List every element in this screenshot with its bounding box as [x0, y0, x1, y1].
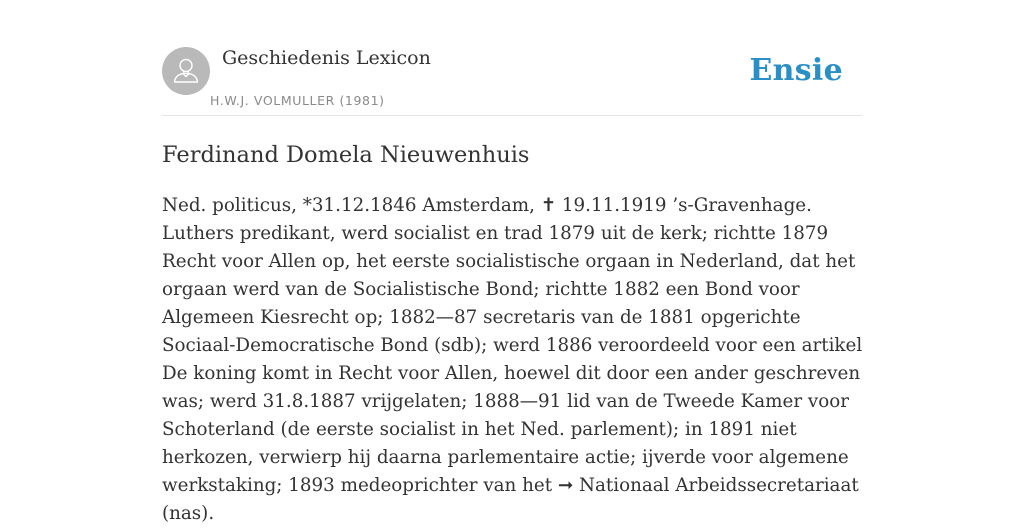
lexicon-title[interactable]: Geschiedenis Lexicon [222, 47, 431, 69]
lexicon-author[interactable]: H.W.J. VOLMULLER (1981) [210, 93, 385, 108]
entry-body: Ned. politicus, *31.12.1846 Amsterdam, ✝ 19.11.1919 ’s-Gravenhage. Luthers predikant, werd socialist en trad 1879 uit de kerk; richtte 1879 Recht voor Allen op, het eerste socialistische orgaan in Nederland, dat het orgaan werd van de Socialistische Bond; richtte 1882 een Bond voor Algemeen Kiesrecht op; 1882—87 secretaris van de 1881 opgerichte Sociaal-Democratische Bond (sdb); werd 1886 veroordeeld voor een artikel De koning komt in Recht voor Allen, hoewel dit door een ander geschreven was; werd 31.8.1887 vrijgelaten; 1888—91 lid van de Tweede Kamer voor Schoterland (de eerste socialist in het Ned. parlement); in 1891 niet herkozen, verwierp hij daarna parlementaire actie; ijverde voor algemene werkstaking; 1893 medeoprichter van het ➞ Nationaal Arbeidssecretariaat (nas). [162, 195, 863, 524]
header [162, 46, 862, 116]
avatar[interactable] [162, 47, 210, 95]
brand-logo[interactable]: Ensie [749, 53, 843, 88]
entry-title: Ferdinand Domela Nieuwenhuis [162, 142, 530, 168]
user-silhouette-icon [162, 47, 210, 95]
